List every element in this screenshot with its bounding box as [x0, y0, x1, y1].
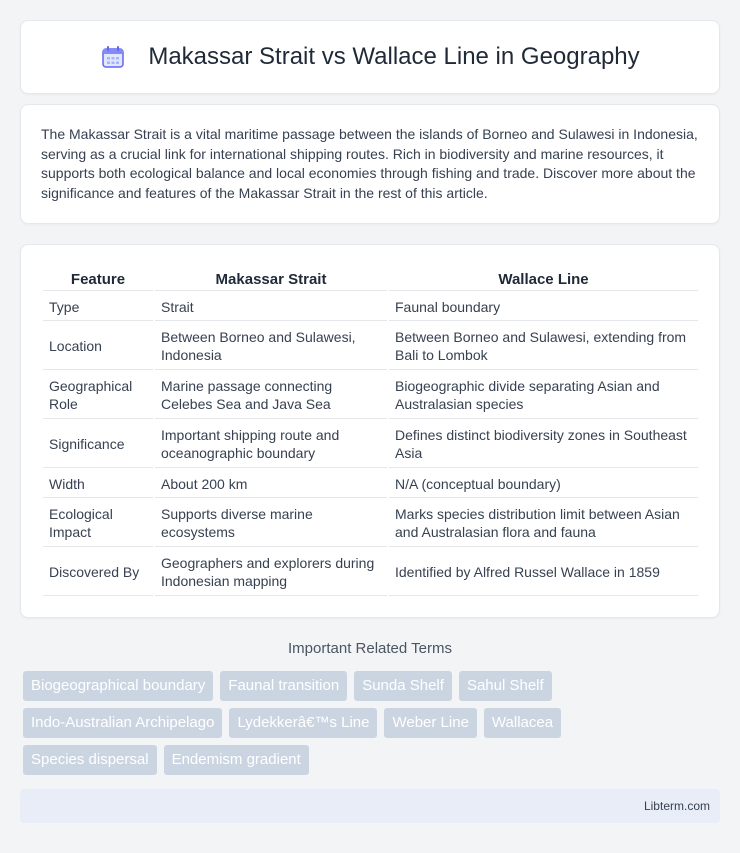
tag-row — [23, 745, 723, 775]
cell-feature: Type — [43, 293, 153, 321]
cell-feature: Ecological Impact — [43, 500, 153, 547]
comparison-table-card — [20, 244, 720, 618]
table-row — [43, 323, 698, 370]
title-card — [20, 20, 720, 94]
tag-sunda-shelf[interactable]: Sunda Shelf — [354, 671, 452, 701]
table-row — [43, 372, 698, 419]
cell-feature: Width — [43, 470, 153, 498]
cell-makassar: About 200 km — [155, 470, 387, 498]
tag-faunal-transition[interactable]: Faunal transition — [220, 671, 347, 701]
tag-weber-line[interactable]: Weber Line — [384, 708, 476, 738]
tag-species-dispersal[interactable]: Species dispersal — [23, 745, 157, 775]
header-makassar-strait: Makassar Strait — [155, 267, 387, 291]
intro-text: The Makassar Strait is a vital maritime passage between the islands of Borneo and Sulawesi in Indonesia, serving as a crucial link for international shipping routes. Rich in biodiversity and marine resources, it supports both ecological balance and local economies through fishing and trade. Discover more about the significance and features of the Makassar Strait in the rest of this article. — [41, 126, 698, 201]
cell-wallace: Defines distinct biodiversity zones in Southeast Asia — [389, 421, 698, 468]
tag-wallacea[interactable]: Wallacea — [484, 708, 561, 738]
footer-site-link[interactable]: Libterm.com — [643, 799, 710, 813]
table-row — [43, 500, 698, 547]
footer — [20, 789, 720, 823]
header-feature: Feature — [43, 267, 153, 291]
tag-row — [23, 708, 723, 738]
table-row — [43, 421, 698, 468]
page-title: Makassar Strait vs Wallace Line in Geography — [148, 43, 640, 70]
cell-wallace: Identified by Alfred Russel Wallace in 1859 — [389, 549, 698, 596]
tag-biogeographical-boundary[interactable]: Biogeographical boundary — [23, 671, 213, 701]
table-row — [43, 470, 698, 498]
tag-row — [23, 671, 723, 701]
tag-sahul-shelf[interactable]: Sahul Shelf — [459, 671, 552, 701]
table-row — [43, 549, 698, 596]
cell-feature: Discovered By — [43, 549, 153, 596]
cell-wallace: Marks species distribution limit between Asian and Australasian flora and fauna — [389, 500, 698, 547]
cell-makassar: Between Borneo and Sulawesi, Indonesia — [155, 323, 387, 370]
calendar-icon — [100, 44, 126, 70]
related-terms-tags — [23, 671, 723, 782]
tag-lydekkers-line[interactable]: Lydekkerâ€™s Line — [229, 708, 377, 738]
cell-wallace: N/A (conceptual boundary) — [389, 470, 698, 498]
cell-makassar: Marine passage connecting Celebes Sea and Java Sea — [155, 372, 387, 419]
cell-makassar: Geographers and explorers during Indonesian mapping — [155, 549, 387, 596]
cell-wallace: Faunal boundary — [389, 293, 698, 321]
cell-feature: Location — [43, 323, 153, 370]
cell-feature: Significance — [43, 421, 153, 468]
cell-feature: Geographical Role — [43, 372, 153, 419]
header-wallace-line: Wallace Line — [389, 267, 698, 291]
cell-wallace: Biogeographic divide separating Asian and Australasian species — [389, 372, 698, 419]
tag-endemism-gradient[interactable]: Endemism gradient — [164, 745, 309, 775]
table-row — [43, 293, 698, 321]
related-terms-title: Important Related Terms — [288, 640, 452, 657]
tag-indo-australian-archipelago[interactable]: Indo-Australian Archipelago — [23, 708, 222, 738]
cell-wallace: Between Borneo and Sulawesi, extending from Bali to Lombok — [389, 323, 698, 370]
intro-card — [20, 104, 720, 224]
comparison-table — [41, 265, 700, 598]
cell-makassar: Strait — [155, 293, 387, 321]
cell-makassar: Supports diverse marine ecosystems — [155, 500, 387, 547]
cell-makassar: Important shipping route and oceanographic boundary — [155, 421, 387, 468]
table-header-row — [43, 267, 698, 291]
